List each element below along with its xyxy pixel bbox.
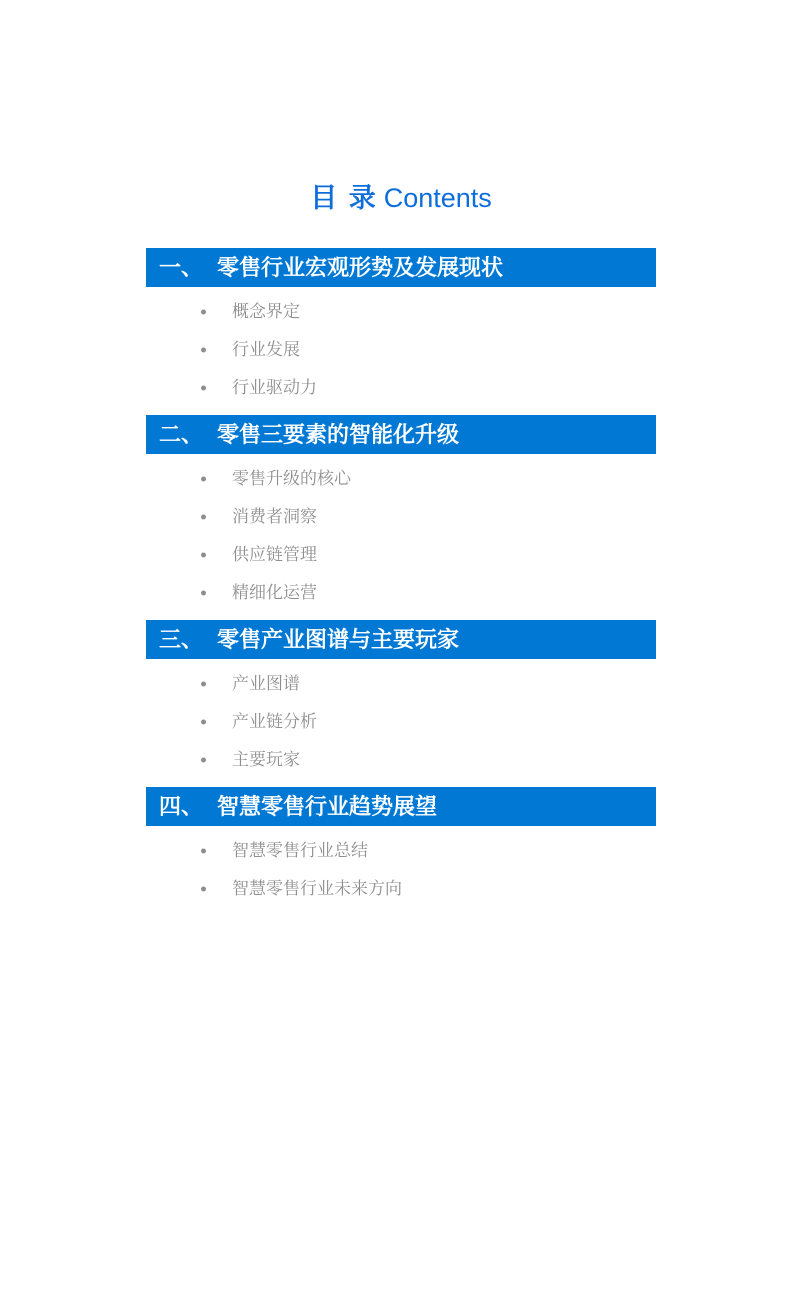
- bullet-dot-icon: [201, 591, 206, 596]
- toc-item: [146, 293, 656, 331]
- toc: [146, 248, 656, 908]
- page-title: [146, 180, 656, 216]
- section-numeral: 二、: [159, 422, 204, 447]
- toc-item-label: 行业驱动力: [232, 378, 317, 397]
- section-header: [146, 415, 656, 454]
- bullet-dot-icon: [201, 887, 206, 892]
- toc-item: [146, 369, 656, 407]
- section-header: [146, 787, 656, 826]
- section-heading: 零售产业图谱与主要玩家: [217, 627, 460, 652]
- toc-item-label: 智慧零售行业未来方向: [232, 879, 402, 898]
- section-items: [146, 460, 656, 612]
- section-items: [146, 665, 656, 779]
- page-title-en: Contents: [383, 183, 492, 213]
- bullet-dot-icon: [201, 386, 206, 391]
- bullet-dot-icon: [201, 720, 206, 725]
- toc-item-label: 智慧零售行业总结: [232, 841, 368, 860]
- document-page: [0, 180, 794, 1303]
- section-items: [146, 293, 656, 407]
- toc-item: [146, 574, 656, 612]
- toc-item: [146, 741, 656, 779]
- section-numeral: 三、: [159, 627, 204, 652]
- section-heading: 零售三要素的智能化升级: [217, 422, 460, 447]
- page-title-zh: 目 录: [310, 183, 378, 213]
- bullet-dot-icon: [201, 515, 206, 520]
- bullet-dot-icon: [201, 758, 206, 763]
- toc-item: [146, 498, 656, 536]
- section-header: [146, 248, 656, 287]
- bullet-dot-icon: [201, 477, 206, 482]
- section-heading: 零售行业宏观形势及发展现状: [217, 255, 504, 280]
- toc-item-label: 精细化运营: [232, 583, 317, 602]
- toc-item-label: 消费者洞察: [232, 507, 317, 526]
- toc-item: [146, 331, 656, 369]
- bullet-dot-icon: [201, 682, 206, 687]
- toc-item-label: 行业发展: [232, 340, 300, 359]
- toc-item-label: 零售升级的核心: [232, 469, 351, 488]
- toc-item: [146, 536, 656, 574]
- toc-item-label: 概念界定: [232, 302, 300, 321]
- toc-item: [146, 703, 656, 741]
- bullet-dot-icon: [201, 553, 206, 558]
- section-numeral: 四、: [159, 794, 204, 819]
- toc-item: [146, 665, 656, 703]
- bullet-dot-icon: [201, 849, 206, 854]
- toc-item-label: 产业链分析: [232, 712, 317, 731]
- bullet-dot-icon: [201, 348, 206, 353]
- toc-item: [146, 832, 656, 870]
- bullet-dot-icon: [201, 310, 206, 315]
- toc-item: [146, 870, 656, 908]
- section-items: [146, 832, 656, 908]
- toc-item-label: 主要玩家: [232, 750, 300, 769]
- toc-item-label: 供应链管理: [232, 545, 317, 564]
- toc-item: [146, 460, 656, 498]
- section-heading: 智慧零售行业趋势展望: [217, 794, 438, 819]
- section-numeral: 一、: [159, 255, 204, 280]
- section-header: [146, 620, 656, 659]
- toc-item-label: 产业图谱: [232, 674, 300, 693]
